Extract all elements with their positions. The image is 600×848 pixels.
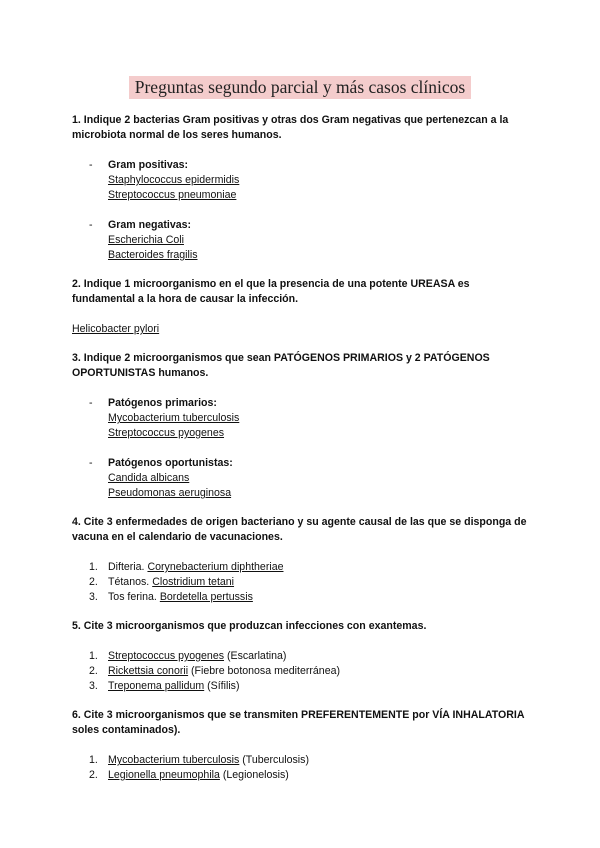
disease-note: (Tuberculosis) — [242, 754, 309, 766]
item-number: 3. — [89, 591, 98, 603]
organism-name: Rickettsia conorii — [108, 665, 189, 677]
organism-item: Pseudomonas aeruginosa — [108, 487, 232, 499]
group-label: Gram positivas: — [108, 159, 189, 171]
item-number: 2. — [89, 769, 98, 781]
bullet-dash: - — [89, 397, 93, 409]
disease-name: Tétanos. — [108, 576, 150, 588]
organism-item: Mycobacterium tuberculosis — [108, 412, 240, 424]
item-number: 1. — [89, 561, 98, 573]
list-item — [72, 590, 532, 605]
question-1: 1. Indique 2 bacterias Gram positivas y otras dos Gram negativas que pertenezcan a la microbiota normal de los seres humanos. — [72, 114, 509, 141]
organism-item: Streptococcus pneumoniae — [108, 189, 237, 201]
item-number: 3. — [89, 680, 98, 692]
bullet-dash: - — [89, 457, 93, 469]
list-item — [72, 753, 532, 768]
disease-note: (Escarlatina) — [226, 650, 287, 662]
group-label: Gram negativas: — [108, 219, 192, 231]
question-4: 4. Cite 3 enfermedades de origen bacteriano y su agente causal de las que se disponga de vacuna en el calendario de vacunaciones. — [72, 516, 527, 543]
agent-name: Clostridium tetani — [152, 576, 235, 588]
organism-item: Bacteroides fragilis — [108, 249, 198, 261]
agent-name: Corynebacterium diphtheriae — [147, 561, 284, 573]
disease-name: Tos ferina. — [108, 591, 157, 603]
list-item — [72, 679, 532, 694]
q3-group-primary — [72, 396, 532, 441]
list-item — [72, 664, 532, 679]
question-5: 5. Cite 3 microorganismos que produzcan infecciones con exantemas. — [72, 620, 427, 632]
organism-item: Escherichia Coli — [108, 234, 184, 246]
q3-group-opportunistic — [72, 456, 532, 501]
organism-name: Streptococcus pyogenes — [108, 650, 225, 662]
disease-note: (Fiebre botonosa mediterránea) — [191, 665, 341, 677]
bullet-dash: - — [89, 159, 93, 171]
question-2: 2. Indique 1 microorganismo en el que la presencia de una potente UREASA es fundamental a la hora de causar la infección. — [72, 278, 470, 305]
list-item — [72, 575, 532, 590]
answer-2: Helicobacter pylori — [72, 323, 160, 335]
group-label: Patógenos primarios: — [108, 397, 217, 409]
agent-name: Bordetella pertussis — [159, 591, 253, 603]
q1-group-gram-positive — [72, 158, 532, 203]
list-item — [72, 768, 532, 783]
organism-name: Treponema pallidum — [108, 680, 205, 692]
question-3: 3. Indique 2 microorganismos que sean PATÓGENOS PRIMARIOS y 2 PATÓGENOS OPORTUNISTAS humanos. — [72, 352, 490, 379]
list-item — [72, 560, 532, 575]
disease-note: (Sífilis) — [207, 680, 240, 692]
organism-name: Legionella pneumophila — [108, 769, 220, 781]
item-number: 1. — [89, 650, 98, 662]
group-label: Patógenos oportunistas: — [108, 457, 233, 469]
q1-group-gram-negative — [72, 218, 532, 263]
title-wrap — [0, 76, 600, 99]
list-item — [72, 649, 532, 664]
organism-name: Mycobacterium tuberculosis — [108, 754, 240, 766]
organism-item: Streptococcus pyogenes — [108, 427, 225, 439]
page-title: Preguntas segundo parcial y más casos clínicos — [129, 76, 471, 99]
organism-item: Staphylococcus epidermidis — [108, 174, 240, 186]
question-6: 6. Cite 3 microorganismos que se transmiten PREFERENTEMENTE por VÍA INHALATORIA soles contaminados). — [72, 709, 525, 736]
item-number: 2. — [89, 665, 98, 677]
bullet-dash: - — [89, 219, 93, 231]
item-number: 1. — [89, 754, 98, 766]
organism-item: Candida albicans — [108, 472, 190, 484]
item-number: 2. — [89, 576, 98, 588]
document-body — [72, 113, 532, 783]
disease-name: Difteria. — [108, 561, 145, 573]
disease-note: (Legionelosis) — [222, 769, 289, 781]
